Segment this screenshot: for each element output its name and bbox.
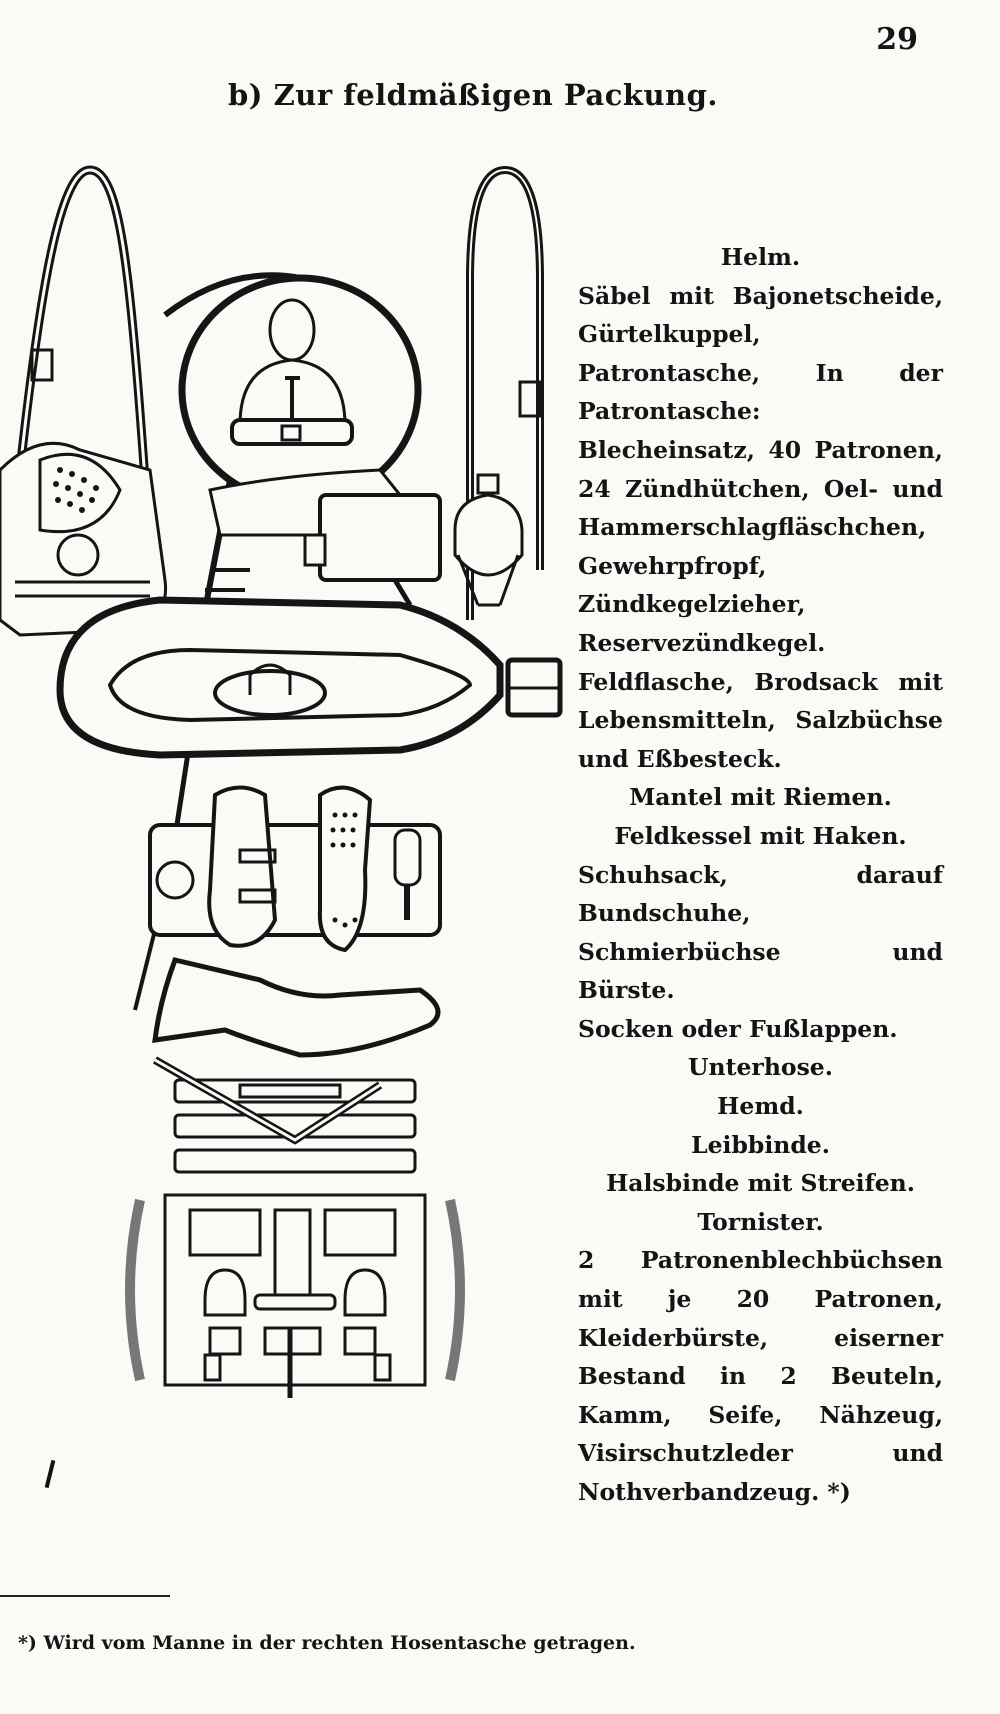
list-item: Feldflasche, Brodsack mit Lebensmitteln, Salzbüchse und Eßbesteck. — [578, 667, 943, 773]
list-item: Halsbinde mit Streifen. — [606, 1169, 915, 1198]
list-item: Tornister. — [697, 1207, 824, 1236]
list-item: 2 Patronenblechbüchsen mit je 20 Patronen, Kleiderbürste, eiserner Bestand in 2 Beuteln, Kamm, Seife, Nähzeug, Visirschutzleder und Nothverbandzeug. *) — [578, 1246, 943, 1506]
folded-clothes-icon — [155, 1060, 415, 1172]
footnote: *) Wird vom Manne in der rechten Hosentasche getragen. — [18, 1632, 636, 1654]
page-number: 29 — [876, 22, 918, 57]
list-item: Unterhose. — [688, 1053, 833, 1082]
knapsack-icon — [130, 1195, 460, 1398]
equipment-illustration — [0, 150, 570, 1540]
coat-roll-icon — [60, 600, 560, 755]
list-item: Helm. — [720, 243, 801, 271]
bread-bag-icon — [0, 170, 166, 635]
list-item: Leibbinde. — [691, 1130, 830, 1159]
section-heading: b) Zur feldmäßigen Packung. — [228, 78, 718, 112]
list-item: Säbel mit Bajonetscheide, Gürtelkuppel, Patrontasche, In der Patrontasche: Blecheinsatz, 40 Patronen, 24 Zündhütchen, Oel- und Hammerschlagfläschchen, Gewehrpfropf, Zündkegelzieher, Reservezündkegel. — [578, 281, 943, 657]
list-item: Feldkessel mit Haken. — [614, 821, 907, 850]
canteen-icon — [455, 170, 540, 620]
list-item: Schuhsack, darauf Bundschuhe, Schmierbüchse und Bürste. — [578, 860, 943, 1005]
list-item: Mantel mit Riemen. — [629, 783, 892, 812]
helmet-icon — [165, 275, 418, 502]
list-item: Hemd. — [717, 1092, 804, 1121]
sock-icon — [155, 960, 438, 1055]
list-item: Socken oder Fußlappen. — [578, 1014, 898, 1043]
equipment-list — [578, 238, 943, 1512]
footnote-divider — [0, 1595, 170, 1597]
cartridge-pouch-icon — [210, 470, 440, 605]
